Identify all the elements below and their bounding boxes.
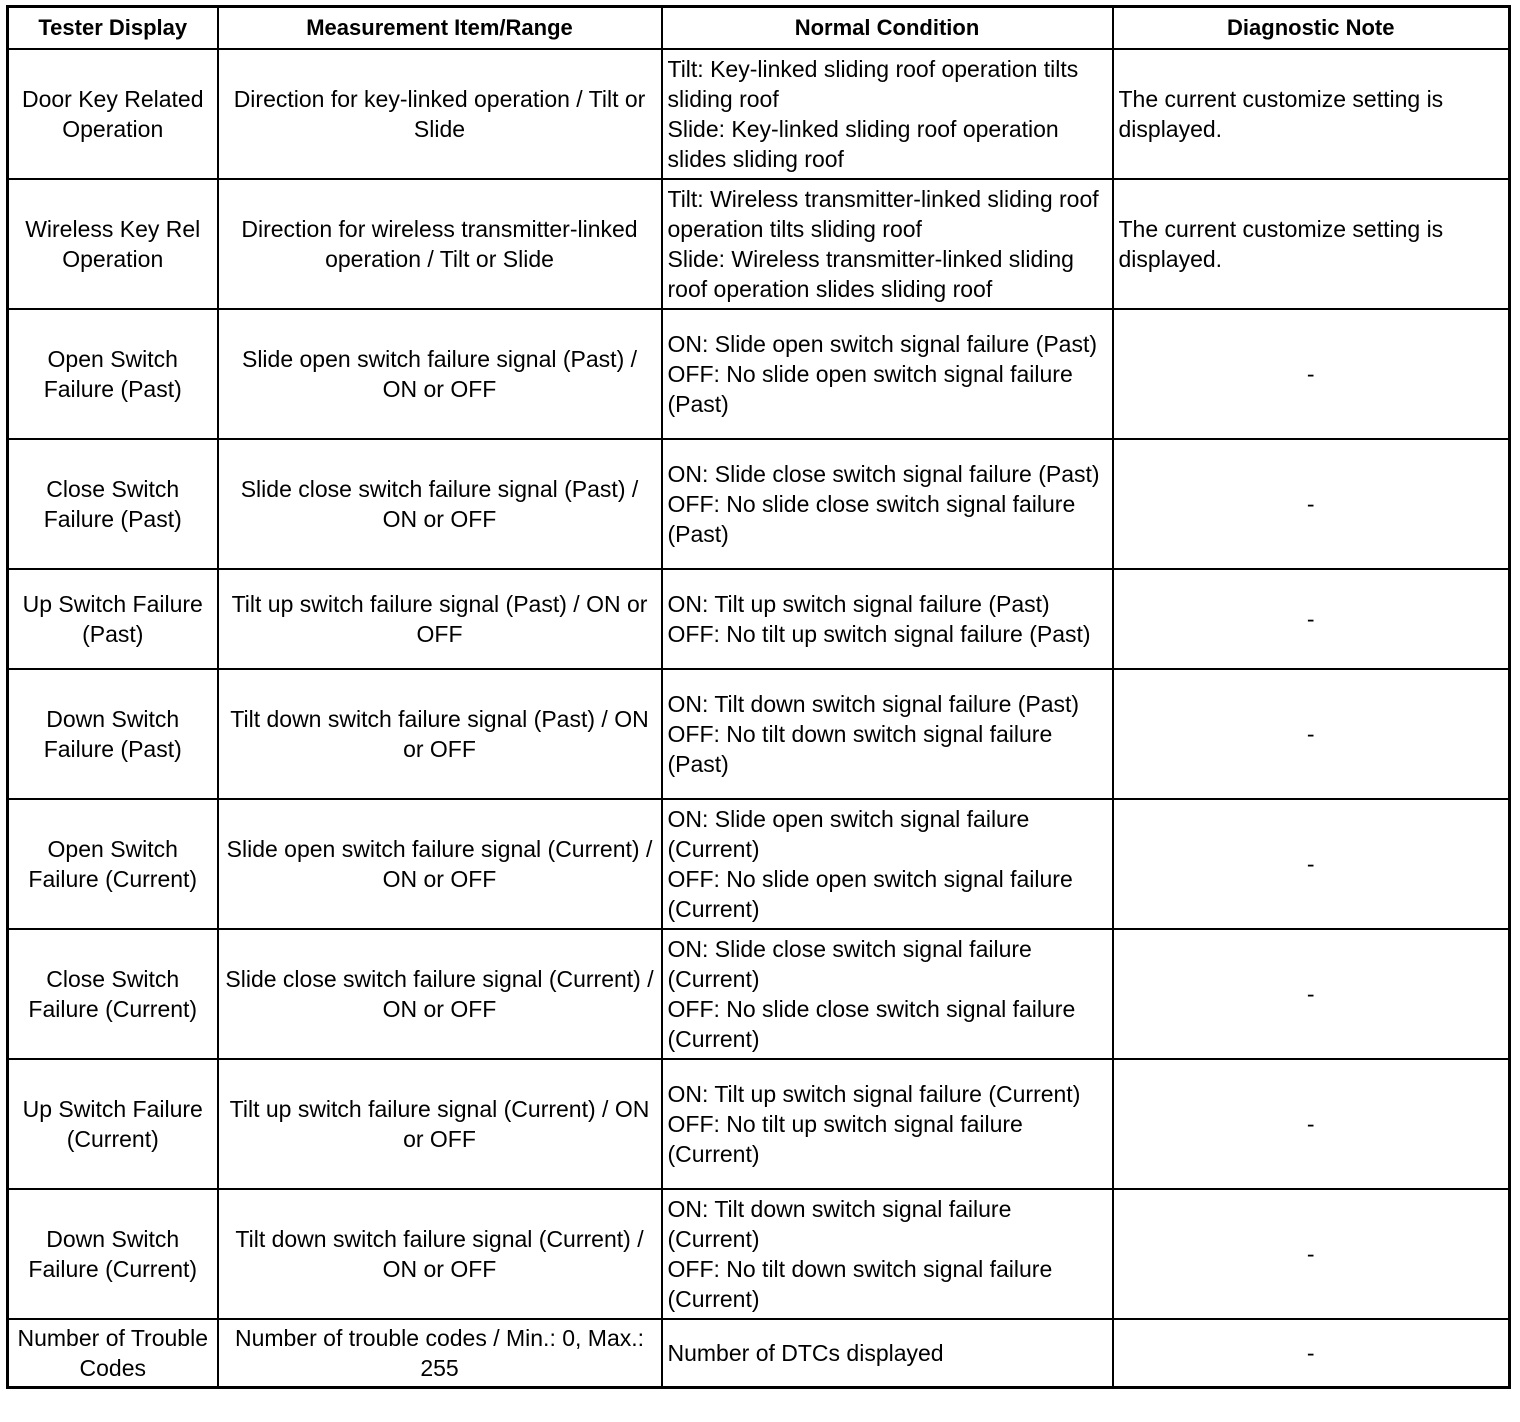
measurement-cell: Slide open switch failure signal (Current) / ON or OFF	[218, 799, 662, 929]
table-row	[8, 1319, 1510, 1388]
table-row	[8, 669, 1510, 799]
normal-condition-cell	[662, 1319, 1113, 1388]
tester-display-cell: Close Switch Failure (Past)	[8, 439, 218, 569]
table-row	[8, 49, 1510, 179]
table-row	[8, 929, 1510, 1059]
normal-condition-line: ON: Slide open switch signal failure (Past)	[667, 331, 1098, 357]
measurement-cell: Direction for wireless transmitter-linked operation / Tilt or Slide	[218, 179, 662, 309]
measurement-cell: Tilt up switch failure signal (Past) / ON or OFF	[218, 569, 662, 669]
measurement-cell: Tilt down switch failure signal (Past) / ON or OFF	[218, 669, 662, 799]
normal-condition-cell	[662, 929, 1113, 1059]
diagnostic-note-cell: -	[1113, 569, 1510, 669]
measurement-cell: Slide close switch failure signal (Current) / ON or OFF	[218, 929, 662, 1059]
normal-condition-cell	[662, 1059, 1113, 1189]
normal-condition-line: ON: Slide open switch signal failure (Current)	[667, 806, 1030, 862]
normal-condition-line: ON: Tilt down switch signal failure (Current)	[667, 1196, 1012, 1252]
diagnostic-note-cell: -	[1113, 309, 1510, 439]
diagnostic-note-cell: The current customize setting is displayed.	[1113, 179, 1510, 309]
measurement-cell: Direction for key-linked operation / Tilt or Slide	[218, 49, 662, 179]
diagnostic-note-cell: -	[1113, 1319, 1510, 1388]
tester-display-cell: Down Switch Failure (Current)	[8, 1189, 218, 1319]
table-row	[8, 439, 1510, 569]
normal-condition-cell	[662, 569, 1113, 669]
tester-display-cell: Up Switch Failure (Past)	[8, 569, 218, 669]
normal-condition-cell	[662, 669, 1113, 799]
header-row	[8, 7, 1510, 50]
tester-display-cell: Close Switch Failure (Current)	[8, 929, 218, 1059]
data-list-table	[6, 5, 1511, 1389]
diagnostic-note-cell: -	[1113, 439, 1510, 569]
normal-condition-line: OFF: No slide open switch signal failure (Current)	[667, 866, 1073, 922]
normal-condition-line: Slide: Wireless transmitter-linked sliding roof operation slides sliding roof	[667, 246, 1074, 302]
normal-condition-line: OFF: No tilt up switch signal failure (Past)	[667, 621, 1091, 647]
diagnostic-note-cell: -	[1113, 669, 1510, 799]
diagnostic-note-cell: -	[1113, 1059, 1510, 1189]
diagnostic-note-cell: -	[1113, 799, 1510, 929]
table-row	[8, 1059, 1510, 1189]
normal-condition-line: OFF: No slide close switch signal failure (Current)	[667, 996, 1076, 1052]
normal-condition-cell	[662, 49, 1113, 179]
diagnostic-note-cell: -	[1113, 1189, 1510, 1319]
normal-condition-cell	[662, 309, 1113, 439]
header-normal-condition: Normal Condition	[662, 7, 1113, 50]
normal-condition-cell	[662, 179, 1113, 309]
normal-condition-line: Tilt: Wireless transmitter-linked sliding roof operation tilts sliding roof	[667, 186, 1099, 242]
diagnostic-note-cell: -	[1113, 929, 1510, 1059]
header-tester-display: Tester Display	[8, 7, 218, 50]
table-row	[8, 179, 1510, 309]
normal-condition-line: ON: Tilt down switch signal failure (Past)	[667, 691, 1080, 717]
normal-condition-cell	[662, 799, 1113, 929]
measurement-cell: Slide close switch failure signal (Past) / ON or OFF	[218, 439, 662, 569]
diagnostic-note-cell: The current customize setting is displayed.	[1113, 49, 1510, 179]
measurement-cell: Number of trouble codes / Min.: 0, Max.: 255	[218, 1319, 662, 1388]
normal-condition-cell	[662, 1189, 1113, 1319]
table-row	[8, 799, 1510, 929]
normal-condition-line: Tilt: Key-linked sliding roof operation tilts sliding roof	[667, 56, 1079, 112]
normal-condition-line: Slide: Key-linked sliding roof operation slides sliding roof	[667, 116, 1059, 172]
tester-display-cell: Down Switch Failure (Past)	[8, 669, 218, 799]
normal-condition-line: OFF: No slide open switch signal failure (Past)	[667, 361, 1073, 417]
tester-display-cell: Number of Trouble Codes	[8, 1319, 218, 1388]
table-row	[8, 569, 1510, 669]
tester-display-cell: Door Key Related Operation	[8, 49, 218, 179]
tester-display-cell: Up Switch Failure (Current)	[8, 1059, 218, 1189]
normal-condition-line: OFF: No tilt down switch signal failure (Past)	[667, 721, 1053, 777]
table-row	[8, 1189, 1510, 1319]
tester-display-cell: Open Switch Failure (Past)	[8, 309, 218, 439]
normal-condition-line: Number of DTCs displayed	[667, 1340, 944, 1366]
header-measurement: Measurement Item/Range	[218, 7, 662, 50]
measurement-cell: Tilt up switch failure signal (Current) / ON or OFF	[218, 1059, 662, 1189]
normal-condition-cell	[662, 439, 1113, 569]
normal-condition-line: ON: Slide close switch signal failure (Past)	[667, 461, 1100, 487]
measurement-cell: Tilt down switch failure signal (Current) / ON or OFF	[218, 1189, 662, 1319]
normal-condition-line: ON: Tilt up switch signal failure (Past)	[667, 591, 1050, 617]
normal-condition-line: OFF: No tilt up switch signal failure (Current)	[667, 1111, 1023, 1167]
normal-condition-line: ON: Slide close switch signal failure (Current)	[667, 936, 1032, 992]
header-diagnostic-note: Diagnostic Note	[1113, 7, 1510, 50]
table-row	[8, 309, 1510, 439]
normal-condition-line: OFF: No tilt down switch signal failure (Current)	[667, 1256, 1053, 1312]
measurement-cell: Slide open switch failure signal (Past) / ON or OFF	[218, 309, 662, 439]
normal-condition-line: ON: Tilt up switch signal failure (Current)	[667, 1081, 1081, 1107]
tester-display-cell: Open Switch Failure (Current)	[8, 799, 218, 929]
normal-condition-line: OFF: No slide close switch signal failure (Past)	[667, 491, 1076, 547]
tester-display-cell: Wireless Key Rel Operation	[8, 179, 218, 309]
